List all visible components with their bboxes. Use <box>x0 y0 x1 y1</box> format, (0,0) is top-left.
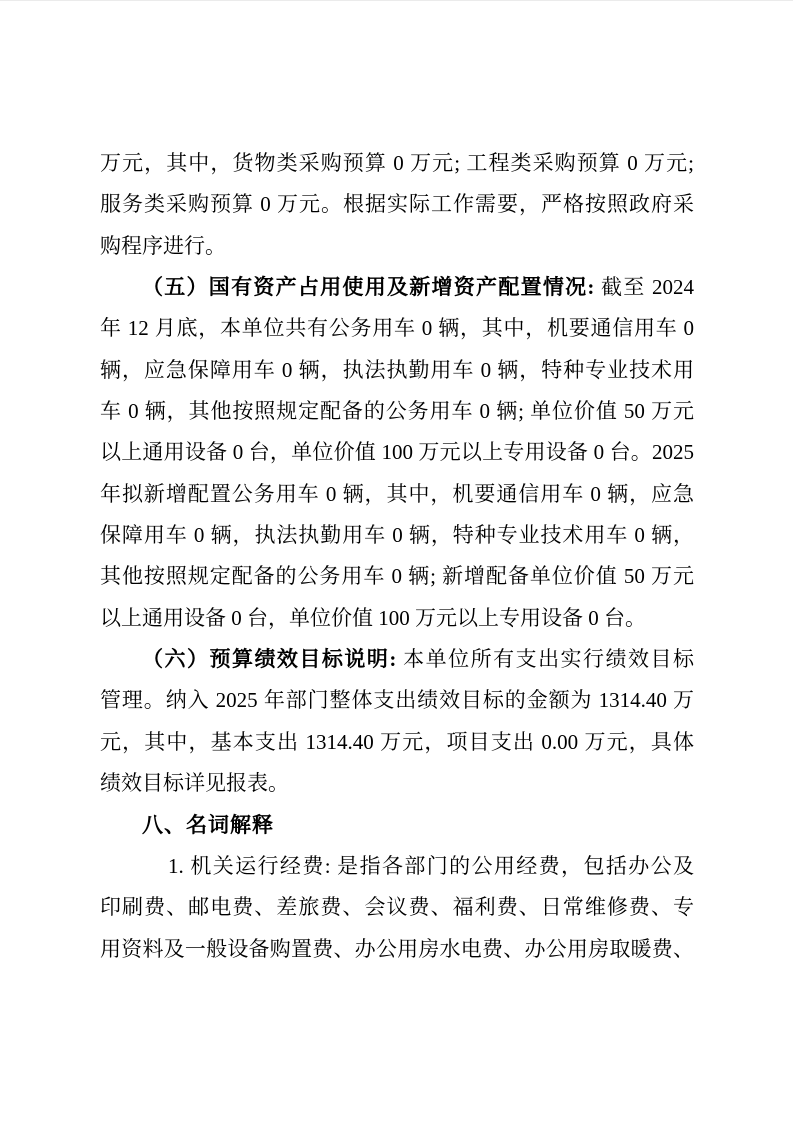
text-line: 1. 机关运行经费: 是指各部门的公用经费，包括办公及 <box>168 853 694 878</box>
text-line: 年 12 月底，本单位共有公务用车 0 辆，其中，机要通信用车 0 <box>100 316 694 341</box>
heading-glossary <box>100 805 694 846</box>
text-line: 其他按照规定配备的公务用车 0 辆; 新增配备单位价值 50 万元 <box>100 564 694 589</box>
text-line: 服务类采购预算 0 万元。根据实际工作需要，严格按照政府采 <box>100 192 694 217</box>
text-line: 保障用车 0 辆，执法执勤用车 0 辆，特种专业技术用车 0 辆， <box>100 523 694 548</box>
paragraph-procurement-budget <box>100 143 694 267</box>
text-line: 万元，其中，货物类采购预算 0 万元; 工程类采购预算 0 万元; <box>100 151 694 175</box>
line-text: 截至 2024 <box>594 275 695 300</box>
document-text <box>100 143 694 970</box>
text-line: 购程序进行。 <box>100 233 226 258</box>
text-line: 以上通用设备 0 台，单位价值 100 万元以上专用设备 0 台。 <box>100 605 646 630</box>
text-line: 用资料及一般设备购置费、办公用房水电费、办公用房取暖费、 <box>100 936 694 961</box>
text-line: 年拟新增配置公务用车 0 辆，其中，机要通信用车 0 辆，应急 <box>100 481 694 506</box>
text-line: 元，其中，基本支出 1314.40 万元，项目支出 0.00 万元，具体 <box>100 729 694 754</box>
text-line <box>100 267 694 308</box>
paragraph-state-assets <box>100 267 694 639</box>
line-text: 本单位所有支出实行绩效目标 <box>396 647 695 672</box>
text-line: 管理。纳入 2025 年部门整体支出绩效目标的金额为 1314.40 万 <box>100 688 694 713</box>
text-line: 以上通用设备 0 台，单位价值 100 万元以上专用设备 0 台。2025 <box>100 440 694 465</box>
text-line <box>100 639 694 680</box>
text-line: 辆，应急保障用车 0 辆，执法执勤用车 0 辆，特种专业技术用 <box>100 357 694 382</box>
text-line: 印刷费、邮电费、差旅费、会议费、福利费、日常维修费、专 <box>100 895 694 920</box>
paragraph-operating-expenses <box>100 846 694 970</box>
paragraph-performance-targets <box>100 639 694 804</box>
text-line: 绩效目标详见报表。 <box>100 771 289 796</box>
section-6-heading: （六）预算绩效目标说明: <box>142 647 397 672</box>
text-line: 车 0 辆，其他按照规定配备的公务用车 0 辆; 单位价值 50 万元 <box>100 399 694 424</box>
section-5-heading: （五）国有资产占用使用及新增资产配置情况: <box>142 275 595 300</box>
section-8-heading: 八、名词解释 <box>142 813 274 837</box>
